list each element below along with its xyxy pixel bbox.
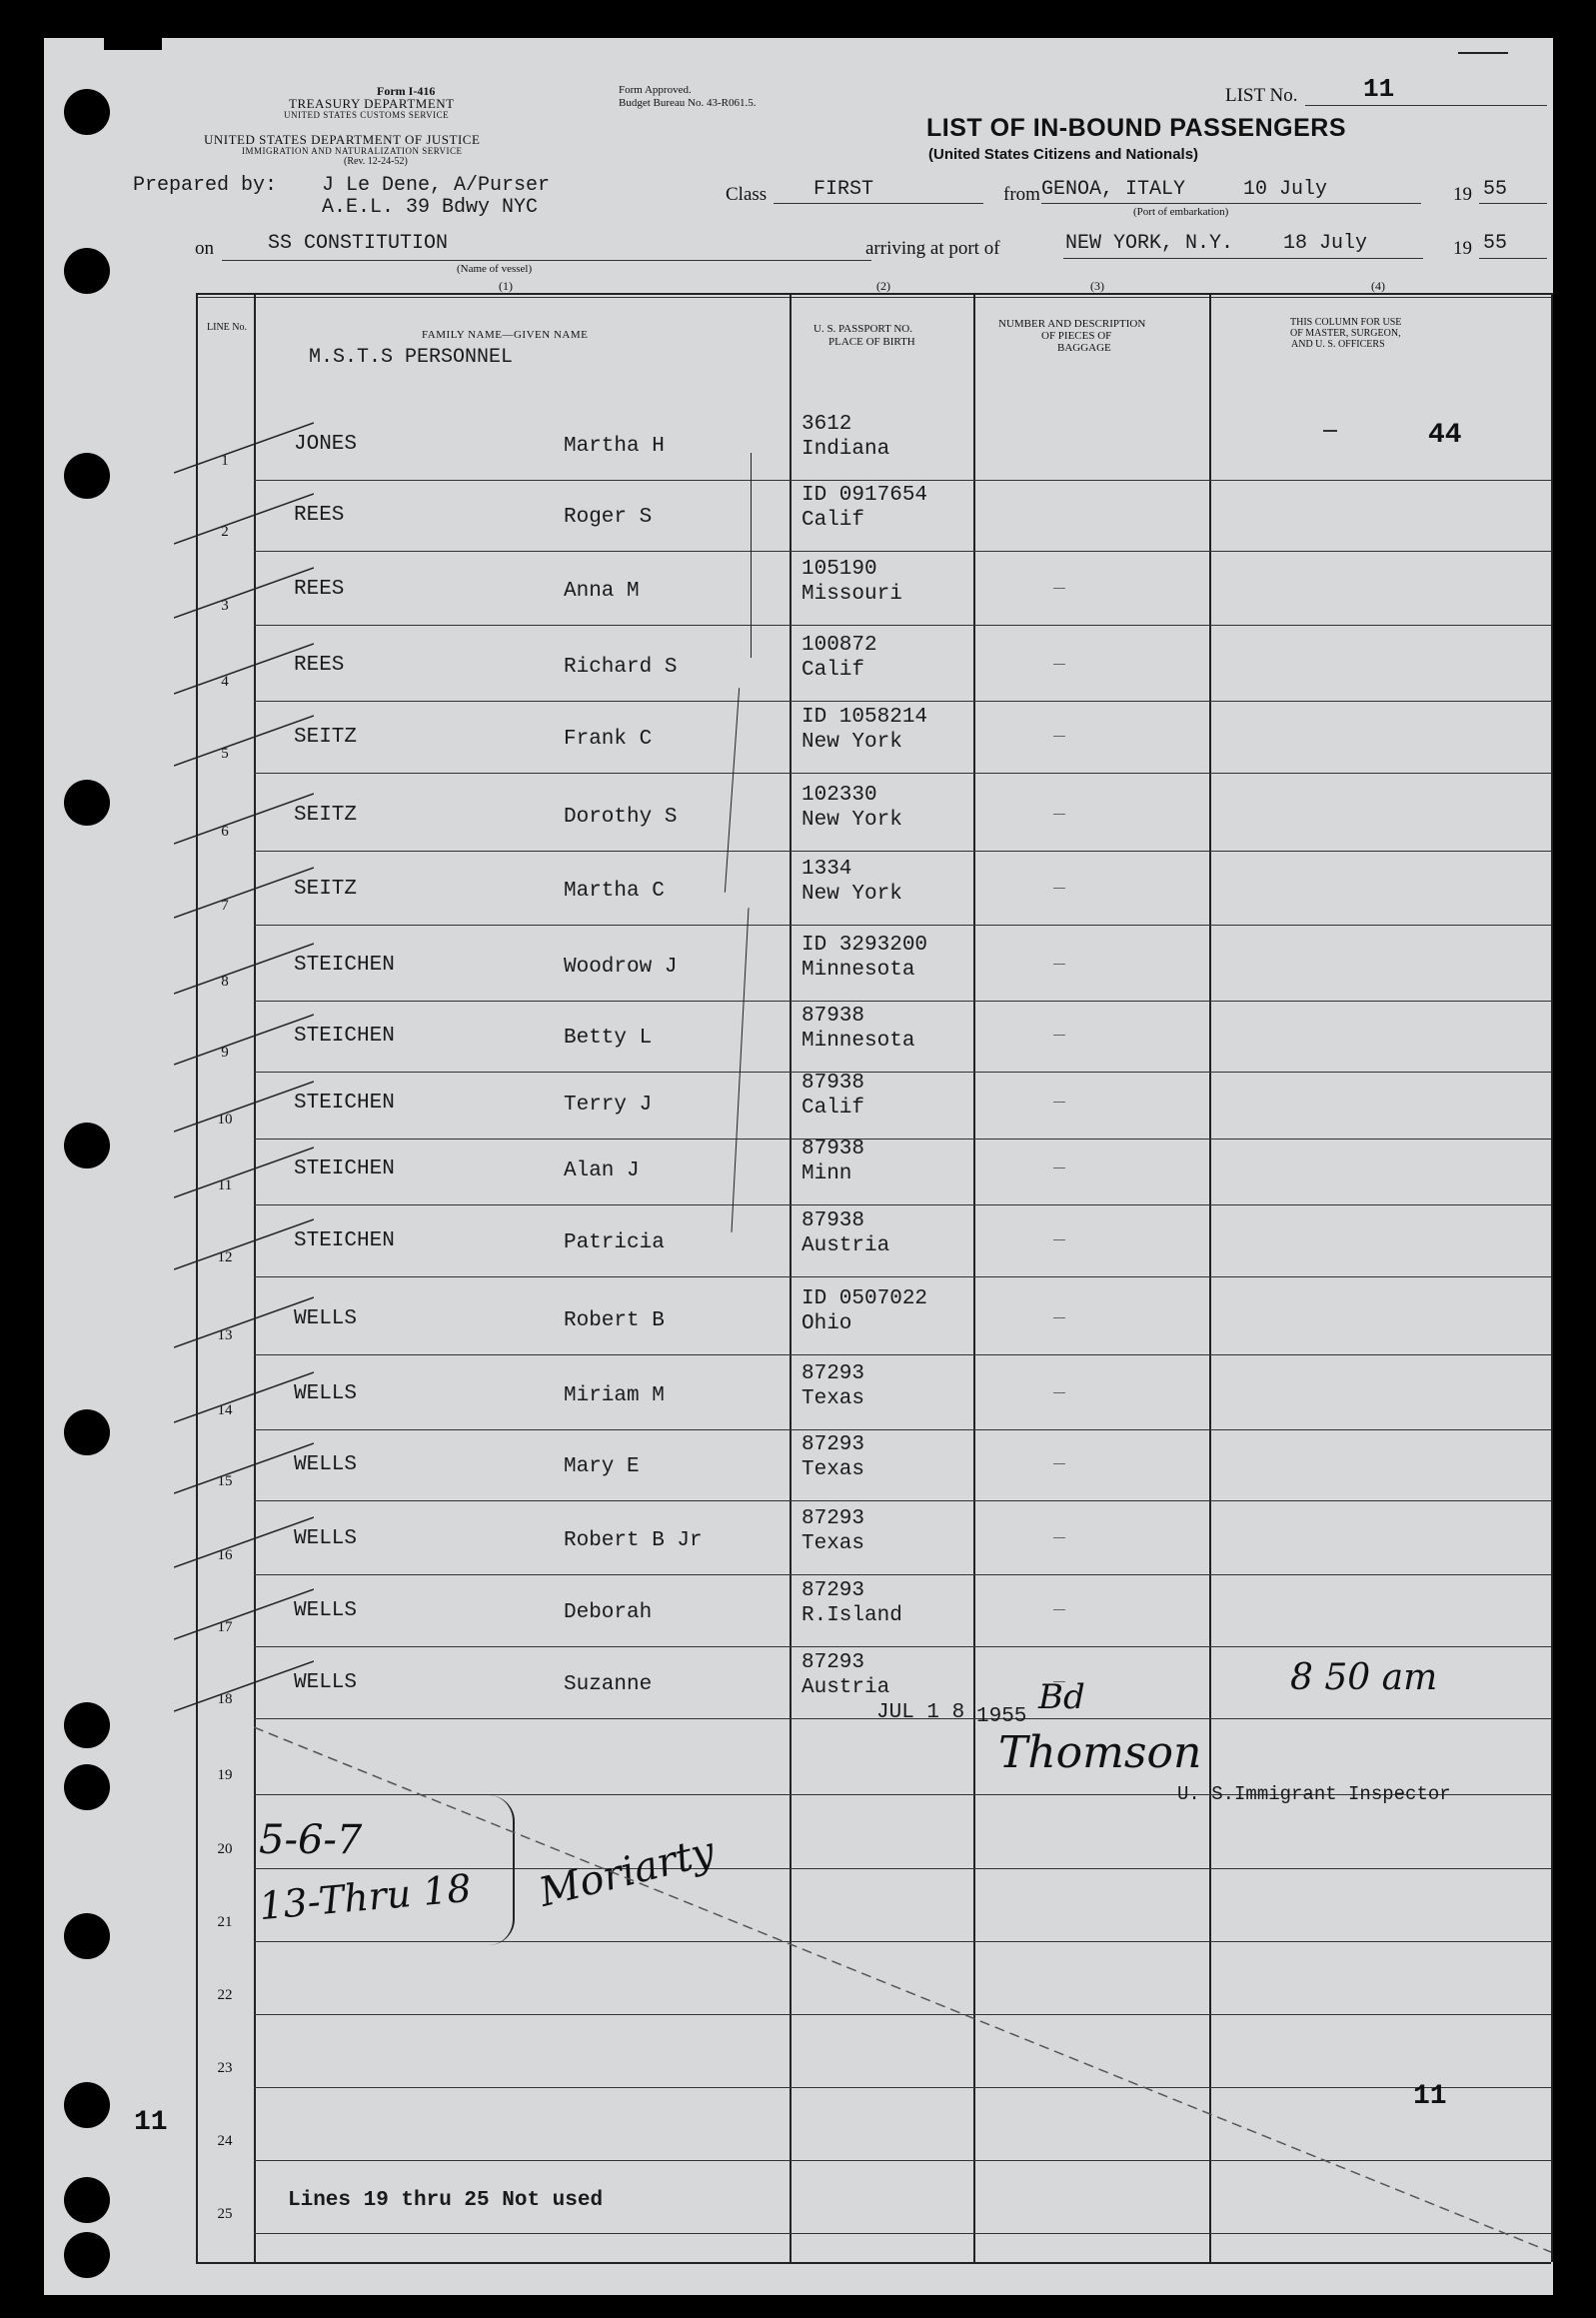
check-tick: [174, 1584, 314, 1644]
row-separator: [254, 701, 1551, 702]
signature-moriarty: Moriarty: [535, 1828, 720, 1916]
time-note: 8 50 am: [1290, 1657, 1438, 1698]
vessel-caption: (Name of vessel): [457, 263, 533, 275]
family-name: STEICHEN: [294, 1229, 395, 1252]
signature-bd: Bd: [1038, 1677, 1085, 1717]
given-name: Suzanne: [564, 1673, 653, 1696]
baggage-dash: [1053, 1463, 1065, 1464]
line-number: 23: [217, 2060, 233, 2076]
port-embark-caption: (Port of embarkation): [1133, 206, 1229, 218]
check-tick: [174, 1010, 314, 1070]
passport-number: ID 1058214: [801, 706, 928, 729]
baggage-header-1: NUMBER AND DESCRIPTION: [998, 318, 1146, 330]
check-tick: [174, 1292, 314, 1352]
passport-number: ID 0507022: [801, 1287, 928, 1310]
check-tick: [174, 1143, 314, 1202]
hand-note-line21: 13-Thru 18: [257, 1865, 474, 1929]
col4-number: (4): [1371, 279, 1385, 293]
officers-header-1: THIS COLUMN FOR USE: [1290, 317, 1402, 328]
family-name: SEITZ: [294, 804, 358, 827]
arriving-value: NEW YORK, N.Y.: [1065, 232, 1234, 255]
officers-header-3: AND U. S. OFFICERS: [1291, 339, 1385, 350]
document-subtitle: (United States Citizens and Nationals): [928, 146, 1199, 163]
baggage-dash: [1053, 1609, 1065, 1610]
check-tick: [174, 939, 314, 999]
check-tick: [174, 563, 314, 623]
passport-number: 87938: [801, 1138, 865, 1160]
given-name: Terry J: [564, 1094, 653, 1117]
justice-dept: UNITED STATES DEPARTMENT OF JUSTICE: [204, 132, 481, 147]
prepared-by-name: J Le Dene, A/Purser: [322, 174, 551, 197]
place-of-birth: Texas: [801, 1532, 865, 1555]
treasury-dept: TREASURY DEPARTMENT: [289, 96, 455, 111]
given-name: Betty L: [564, 1027, 653, 1050]
line-number: 19: [217, 1767, 233, 1783]
from-label: from: [1003, 184, 1040, 205]
signature-thomson: Thomson: [998, 1727, 1202, 1778]
passport-number: 1334: [801, 858, 852, 881]
punch-hole: [64, 1409, 110, 1455]
inspector-title: U. S.Immigrant Inspector: [1177, 1783, 1451, 1805]
officers-header-2: OF MASTER, SURGEON,: [1290, 328, 1401, 339]
passport-number: 87938: [801, 1005, 865, 1028]
family-bracket: [731, 908, 749, 1232]
given-name: Deborah: [564, 1601, 653, 1624]
given-name: Mary E: [564, 1455, 640, 1478]
line-number: 4: [221, 674, 229, 690]
baggage-header-3: BAGGAGE: [1057, 342, 1111, 354]
baggage-dash: [1053, 814, 1065, 815]
place-of-birth: Austria: [801, 1234, 890, 1257]
inspection-stamp-year: 1955: [976, 1705, 1027, 1728]
row-separator: [254, 851, 1551, 852]
line-number: 10: [217, 1112, 233, 1128]
line-number: 12: [217, 1249, 233, 1265]
place-of-birth: New York: [801, 731, 902, 754]
given-name: Woodrow J: [564, 956, 678, 979]
row-separator: [254, 1072, 1551, 1073]
family-name: REES: [294, 654, 345, 677]
family-name: SEITZ: [294, 878, 358, 901]
col3-number: (3): [1090, 279, 1104, 293]
family-bracket: [751, 453, 752, 658]
line-number: 25: [217, 2206, 233, 2222]
row-separator: [254, 625, 1551, 626]
given-name: Frank C: [564, 728, 653, 751]
row-separator: [254, 551, 1551, 552]
baggage-header-2: OF PIECES OF: [1041, 330, 1112, 342]
check-tick: [174, 863, 314, 923]
passport-number: 87938: [801, 1072, 865, 1095]
row-separator: [254, 925, 1551, 926]
punch-hole: [64, 1123, 110, 1168]
punch-hole: [64, 1913, 110, 1959]
row-separator: [254, 1429, 1551, 1430]
line-number: 13: [217, 1327, 233, 1343]
family-name: WELLS: [294, 1382, 358, 1405]
line-number: 16: [217, 1547, 233, 1563]
officer-dash: [1323, 430, 1337, 432]
form-approved: Form Approved.: [619, 84, 692, 96]
passport-number: 105190: [801, 558, 877, 581]
document-title: LIST OF IN-BOUND PASSENGERS: [926, 114, 1347, 142]
baggage-dash: [1053, 1035, 1065, 1036]
given-name: Martha C: [564, 880, 665, 903]
line-number: 6: [221, 824, 229, 840]
punch-hole: [64, 780, 110, 826]
punch-hole: [64, 453, 110, 499]
check-tick: [174, 639, 314, 699]
place-of-birth: Calif: [801, 509, 865, 532]
baggage-dash: [1053, 888, 1065, 889]
class-value: FIRST: [813, 178, 874, 201]
unused-lines-note: Lines 19 thru 25 Not used: [288, 2189, 604, 2212]
family-name: REES: [294, 578, 345, 601]
from-year-suffix: 55: [1483, 178, 1508, 201]
passport-number: 3612: [801, 413, 852, 436]
from-date: 10 July: [1243, 178, 1328, 201]
line-number: 5: [221, 746, 229, 762]
punch-hole: [64, 248, 110, 294]
given-name: Martha H: [564, 435, 665, 458]
baggage-dash: [1053, 736, 1065, 737]
given-name: Anna M: [564, 580, 640, 603]
punch-hole: [64, 89, 110, 135]
passport-number: ID 3293200: [801, 934, 928, 957]
place-of-birth: Minn: [801, 1162, 852, 1185]
given-name: Robert B Jr: [564, 1529, 703, 1552]
cancel-diagonal-line: [254, 1697, 1551, 2262]
family-name: WELLS: [294, 1599, 358, 1622]
row-separator: [254, 1500, 1551, 1501]
line-number: 24: [217, 2133, 233, 2149]
punch-hole: [64, 2177, 110, 2223]
check-tick: [174, 1512, 314, 1572]
class-label: Class: [726, 184, 768, 205]
passport-number: 87938: [801, 1209, 865, 1232]
family-name: WELLS: [294, 1307, 358, 1330]
place-of-birth: Calif: [801, 659, 865, 682]
line-number: 17: [217, 1619, 233, 1635]
given-name: Dorothy S: [564, 806, 678, 829]
given-name: Richard S: [564, 656, 678, 679]
customs-service: UNITED STATES CUSTOMS SERVICE: [284, 110, 450, 120]
baggage-dash: [1053, 964, 1065, 965]
page-mark-right: 11: [1413, 2081, 1447, 2112]
passport-number: 100872: [801, 634, 877, 657]
arriving-year-suffix: 55: [1483, 232, 1508, 255]
place-of-birth: Austria: [801, 1676, 890, 1699]
family-name: STEICHEN: [294, 1025, 395, 1048]
place-of-birth: Missouri: [801, 583, 902, 606]
passport-number: 102330: [801, 784, 877, 807]
baggage-dash: [1053, 1537, 1065, 1538]
given-name: Alan J: [564, 1159, 640, 1182]
form-number: Form I-416: [377, 84, 436, 98]
place-of-birth: Texas: [801, 1387, 865, 1410]
place-of-birth: Calif: [801, 1097, 865, 1120]
line-number: 22: [217, 1987, 233, 2003]
line-number: 2: [221, 524, 229, 540]
punch-hole: [64, 1764, 110, 1810]
place-of-birth: Ohio: [801, 1312, 852, 1335]
on-label: on: [195, 238, 214, 259]
given-name: Miriam M: [564, 1384, 665, 1407]
col2-number: (2): [876, 279, 890, 293]
row-separator: [254, 1354, 1551, 1355]
place-of-birth: New York: [801, 809, 902, 832]
family-name: WELLS: [294, 1527, 358, 1550]
check-tick: [174, 489, 314, 549]
row-separator: [254, 1204, 1551, 1205]
check-tick: [174, 789, 314, 849]
arriving-date: 18 July: [1283, 232, 1368, 255]
place-of-birth: R.Island: [801, 1604, 902, 1627]
check-tick: [174, 1367, 314, 1427]
manifest-page: [44, 38, 1553, 2295]
passport-number: 87293: [801, 1362, 865, 1385]
line-number: 14: [217, 1402, 233, 1418]
family-name: WELLS: [294, 1453, 358, 1476]
check-tick: [174, 711, 314, 771]
revision: (Rev. 12-24-52): [344, 156, 408, 167]
punch-hole: [64, 2082, 110, 2128]
place-of-birth: New York: [801, 883, 902, 906]
birth-header: PLACE OF BIRTH: [828, 336, 915, 348]
given-name: Patricia: [564, 1231, 665, 1254]
row-separator: [254, 1001, 1551, 1002]
list-no-value: 11: [1363, 74, 1395, 104]
name-column-header: FAMILY NAME—GIVEN NAME: [422, 329, 589, 341]
family-name: REES: [294, 504, 345, 527]
passport-number: 87293: [801, 1433, 865, 1456]
place-of-birth: Indiana: [801, 438, 890, 461]
line-number: 11: [217, 1177, 233, 1193]
from-value: GENOA, ITALY: [1041, 178, 1186, 201]
row-separator: [254, 1574, 1551, 1575]
line-number: 18: [217, 1691, 233, 1707]
from-year-prefix: 19: [1453, 184, 1472, 205]
group-label: M.S.T.S PERSONNEL: [309, 346, 514, 369]
prepared-by-label: Prepared by:: [133, 174, 278, 197]
punch-hole: [64, 1702, 110, 1748]
row-separator: [254, 1646, 1551, 1647]
col1-number: (1): [499, 279, 513, 293]
list-no-label: LIST No.: [1225, 85, 1298, 106]
check-tick: [174, 1077, 314, 1137]
baggage-dash: [1053, 1239, 1065, 1240]
place-of-birth: Minnesota: [801, 1030, 915, 1053]
row-separator: [254, 480, 1551, 481]
line-number: 8: [221, 974, 229, 990]
place-of-birth: Texas: [801, 1458, 865, 1481]
punch-hole: [64, 2232, 110, 2278]
given-name: Roger S: [564, 506, 653, 529]
check-tick: [174, 418, 314, 478]
line-number: 15: [217, 1473, 233, 1489]
given-name: Robert B: [564, 1309, 665, 1332]
line-number: 21: [217, 1914, 233, 1930]
family-name: JONES: [294, 433, 358, 456]
baggage-dash: [1053, 1102, 1065, 1103]
row-separator: [254, 1276, 1551, 1277]
inspection-stamp-date: JUL 1 8: [876, 1701, 965, 1724]
baggage-dash: [1053, 1317, 1065, 1318]
row-separator: [254, 773, 1551, 774]
arriving-year-prefix: 19: [1453, 238, 1472, 259]
ins-label: IMMIGRATION AND NATURALIZATION SERVICE: [242, 146, 463, 156]
vessel-value: SS CONSTITUTION: [268, 232, 449, 255]
family-name: STEICHEN: [294, 1158, 395, 1180]
page-mark-left: 11: [134, 2107, 168, 2138]
officer-mark-line1: 44: [1428, 420, 1462, 451]
baggage-dash: [1053, 664, 1065, 665]
line-number: 7: [221, 898, 229, 914]
line-number: 1: [221, 453, 229, 469]
passport-number: 87293: [801, 1507, 865, 1530]
family-bracket: [725, 688, 740, 893]
budget-bureau: Budget Bureau No. 43-R061.5.: [619, 97, 757, 109]
line-no-header: LINE No.: [207, 322, 247, 333]
corner-damage: [104, 38, 162, 50]
family-name: STEICHEN: [294, 954, 395, 977]
passport-number: ID 0917654: [801, 484, 928, 507]
check-tick: [174, 1438, 314, 1498]
baggage-dash: [1053, 1167, 1065, 1168]
check-tick: [174, 1214, 314, 1274]
line-number: 3: [221, 598, 229, 614]
corner-mark: [1458, 52, 1508, 54]
baggage-dash: [1053, 588, 1065, 589]
prepared-by-address: A.E.L. 39 Bdwy NYC: [322, 196, 539, 219]
hand-note-line20: 5-6-7: [259, 1817, 363, 1863]
place-of-birth: Minnesota: [801, 959, 915, 982]
family-name: SEITZ: [294, 726, 358, 749]
family-name: WELLS: [294, 1671, 358, 1694]
line-number: 20: [217, 1841, 233, 1857]
passport-number: 87293: [801, 1651, 865, 1674]
arriving-label: arriving at port of: [865, 238, 1000, 259]
family-name: STEICHEN: [294, 1092, 395, 1115]
baggage-dash: [1053, 1392, 1065, 1393]
passport-number: 87293: [801, 1579, 865, 1602]
row-separator: [254, 1139, 1551, 1140]
line-number: 9: [221, 1045, 229, 1061]
passport-header: U. S. PASSPORT NO.: [813, 323, 912, 335]
